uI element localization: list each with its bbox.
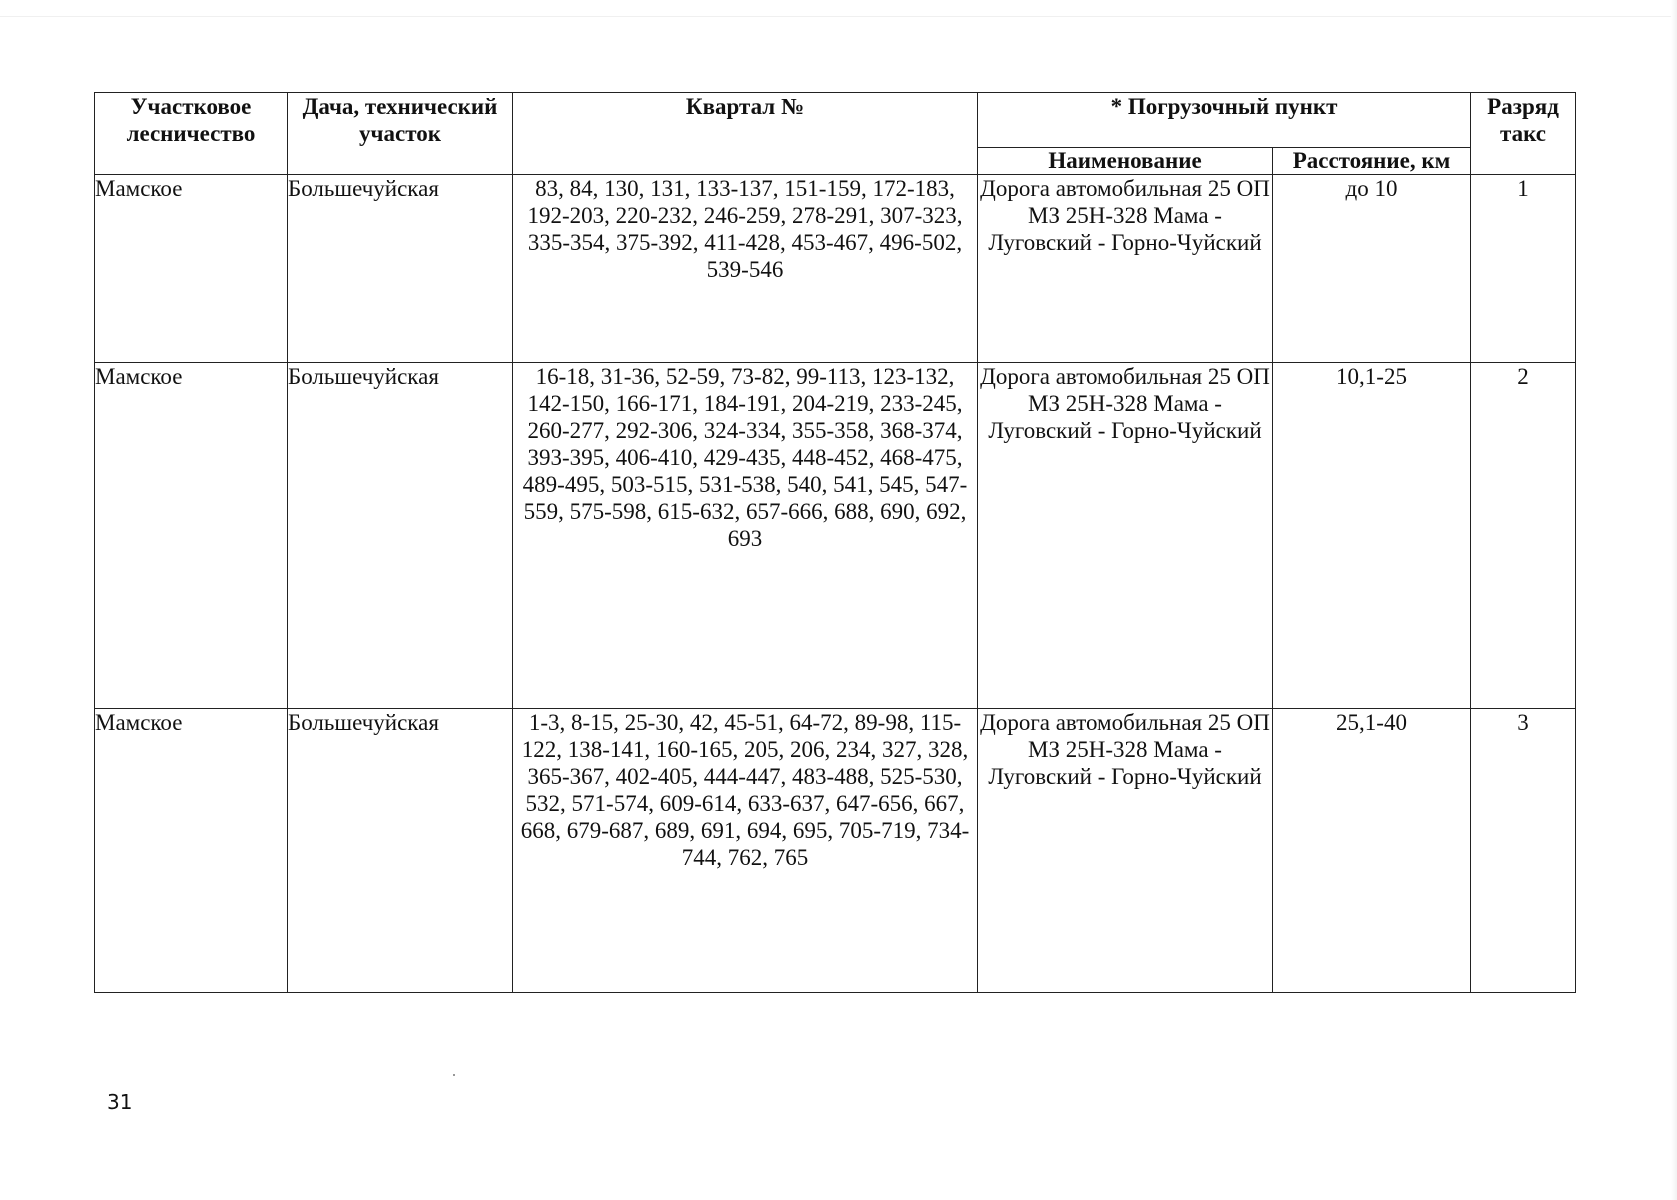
cell-distance: 10,1-25 (1273, 363, 1471, 709)
cell-dacha: Большечуйская (288, 363, 513, 709)
cell-quarters: 1-3, 8-15, 25-30, 42, 45-51, 64-72, 89-98, 115-122, 138-141, 160-165, 205, 206, 234, 327, 328, 365-367, 402-405, 444-447, 483-488, 525-530, 532, 571-574, 609-614, 633-637, 647-656, 667, 668, 679-687, 689, 691, 694, 695, 705-719, 734-744, 762, 765 (513, 709, 978, 993)
header-rank: Разряд такс (1471, 93, 1576, 175)
cell-distance: до 10 (1273, 175, 1471, 363)
cell-forestry: Мамское (95, 709, 288, 993)
scan-artifact-top (0, 16, 1677, 17)
table-row (95, 363, 1576, 709)
cell-rank: 1 (1471, 175, 1576, 363)
cell-road-name: Дорога автомобильная 25 ОП МЗ 25Н-328 Мама - Луговский - Горно-Чуйский (978, 175, 1273, 363)
header-distance: Расстояние, км (1273, 148, 1471, 175)
header-quarter: Квартал № (513, 93, 978, 175)
header-name: Наименование (978, 148, 1273, 175)
cell-road-name: Дорога автомобильная 25 ОП МЗ 25Н-328 Мама - Луговский - Горно-Чуйский (978, 363, 1273, 709)
cell-quarters: 16-18, 31-36, 52-59, 73-82, 99-113, 123-132, 142-150, 166-171, 184-191, 204-219, 233-245, 260-277, 292-306, 324-334, 355-358, 368-374, 393-395, 406-410, 429-435, 448-452, 468-475, 489-495, 503-515, 531-538, 540, 541, 545, 547-559, 575-598, 615-632, 657-666, 688, 690, 692, 693 (513, 363, 978, 709)
loading-points-table (94, 92, 1576, 993)
cell-quarters: 83, 84, 130, 131, 133-137, 151-159, 172-183, 192-203, 220-232, 246-259, 278-291, 307-323, 335-354, 375-392, 411-428, 453-467, 496-502, 539-546 (513, 175, 978, 363)
cell-distance: 25,1-40 (1273, 709, 1471, 993)
cell-dacha: Большечуйская (288, 175, 513, 363)
cell-rank: 2 (1471, 363, 1576, 709)
cell-road-name: Дорога автомобильная 25 ОП МЗ 25Н-328 Мама - Луговский - Горно-Чуйский (978, 709, 1273, 993)
scan-speck (453, 1074, 455, 1076)
header-forestry: Участковое лесничество (95, 93, 288, 175)
cell-forestry: Мамское (95, 363, 288, 709)
cell-dacha: Большечуйская (288, 709, 513, 993)
table-row (95, 175, 1576, 363)
table-row (95, 709, 1576, 993)
scan-artifact-edge (1671, 0, 1677, 1200)
header-loading-point: * Погрузочный пункт (978, 93, 1471, 148)
cell-rank: 3 (1471, 709, 1576, 993)
header-dacha: Дача, технический участок (288, 93, 513, 175)
cell-forestry: Мамское (95, 175, 288, 363)
page-number: 31 (107, 1090, 133, 1114)
